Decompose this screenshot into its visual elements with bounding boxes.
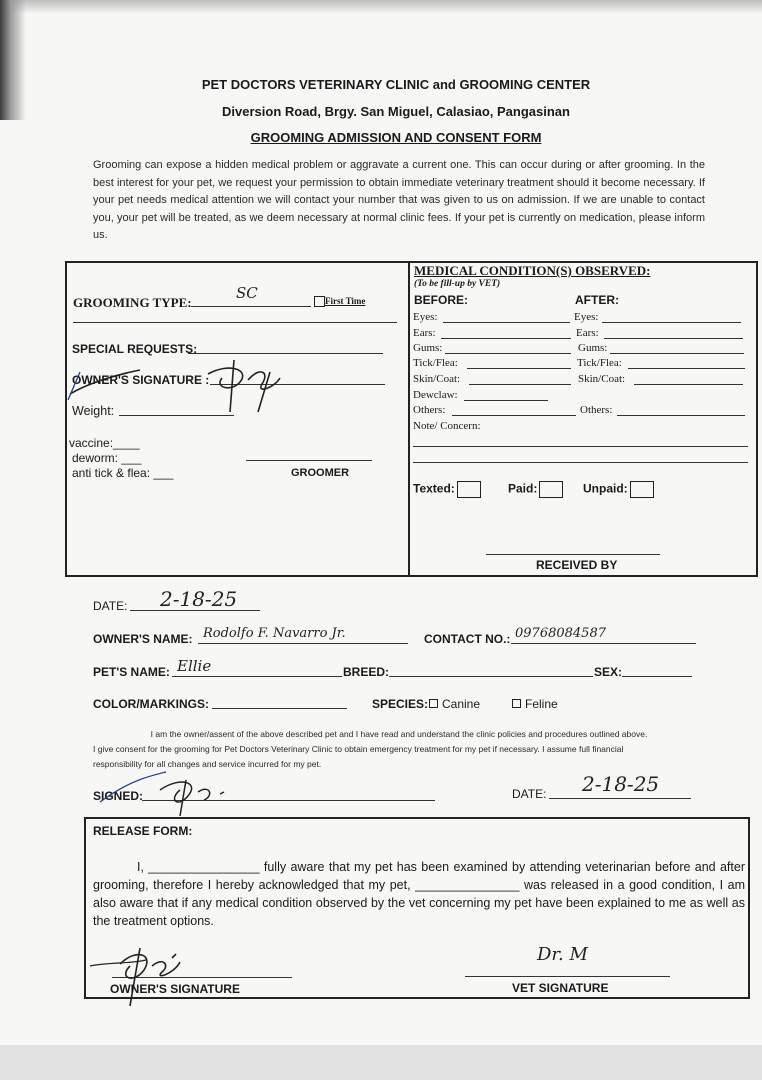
vet-sig-line[interactable] <box>465 976 670 977</box>
contact-value[interactable]: 09768084587 <box>515 626 606 641</box>
owner-name-value[interactable]: Rodolfo F. Navarro Jr. <box>203 626 346 641</box>
form-title: GROOMING ADMISSION AND CONSENT FORM <box>250 130 542 145</box>
pet-name-value[interactable]: Ellie <box>177 657 212 675</box>
before-gums: Gums: <box>413 342 443 354</box>
release-text: I, ________________ fully aware that my pet has been examined by attending veterinarian before and after grooming, therefore I hereby acknowledged that my pet, _______________ was released in a good condition, I am also aware that if any medical condition observed by the vet concerning my pet have been explained to me as well as the treatment options. <box>93 860 745 928</box>
texted-checkbox[interactable] <box>457 481 481 498</box>
after-tickflea-line[interactable] <box>628 368 745 369</box>
special-requests-label: SPECIAL REQUESTS: <box>72 342 198 356</box>
grooming-type-extra-line <box>73 322 397 323</box>
after-tickflea: Tick/Flea: <box>577 357 622 369</box>
release-owner-signature-mark <box>90 940 200 1010</box>
texted-label: Texted: <box>413 481 455 496</box>
scan-bottom-band <box>0 1045 762 1080</box>
grooming-type-line <box>191 306 311 307</box>
scan-shadow-top <box>0 0 762 14</box>
breed-label: BREED: <box>343 665 390 679</box>
note-concern: Note/ Concern: <box>413 420 481 432</box>
owner-name-line[interactable] <box>198 643 408 644</box>
clinic-address: Diversion Road, Brgy. San Miguel, Calasiao, Pangasinan <box>222 104 570 119</box>
consent-date-value[interactable]: 2-18-25 <box>582 772 660 796</box>
contact-line[interactable] <box>511 643 696 644</box>
texted-field[interactable] <box>413 481 481 498</box>
after-eyes: Eyes: <box>574 311 599 323</box>
clinic-name: PET DOCTORS VETERINARY CLINIC and GROOMING CENTER <box>201 77 591 92</box>
feline-checkbox-icon <box>512 699 521 708</box>
weight-label: Weight: <box>72 404 115 418</box>
contact-label: CONTACT NO.: <box>424 632 511 646</box>
unpaid-checkbox[interactable] <box>630 481 654 498</box>
first-time-label: First Time <box>325 296 366 306</box>
vet-signature-value[interactable]: Dr. M <box>537 944 588 965</box>
paid-field[interactable] <box>508 481 563 498</box>
after-label: AFTER: <box>575 293 619 307</box>
before-others: Others: <box>413 404 446 416</box>
consent-date-label: DATE: <box>512 787 547 801</box>
feline-label: Feline <box>525 697 558 711</box>
antitick-label: anti tick & flea: ___ <box>72 466 174 480</box>
vet-sig-label: VET SIGNATURE <box>512 981 609 995</box>
consent-date-line[interactable] <box>549 798 691 799</box>
before-dewclaw-line[interactable] <box>464 400 548 401</box>
weight-line[interactable] <box>119 415 234 416</box>
consent-line-3: responsibility for all changes and service incurred for my pet. <box>93 759 322 769</box>
after-ears-line[interactable] <box>604 338 743 339</box>
unpaid-label: Unpaid: <box>583 481 628 496</box>
consent-line-1: I am the owner/assent of the above described pet and I have read and understand the clinic policies and procedures outlined above. <box>150 729 648 739</box>
note-line-2[interactable] <box>413 462 748 463</box>
after-ears: Ears: <box>576 327 599 339</box>
medical-title: MEDICAL CONDITION(S) OBSERVED: <box>414 263 651 278</box>
before-skincoat: Skin/Coat: <box>413 373 461 385</box>
owner-signature-label: OWNER'S SIGNATURE : <box>72 373 210 387</box>
unpaid-field[interactable] <box>583 481 654 498</box>
signed-label: SIGNED: <box>93 789 144 803</box>
paid-label: Paid: <box>508 481 538 496</box>
before-eyes: Eyes: <box>413 311 438 323</box>
checkbox-icon <box>314 296 325 307</box>
groomer-label: GROOMER <box>291 467 350 479</box>
feline-option[interactable] <box>512 697 558 711</box>
canine-label: Canine <box>442 697 481 711</box>
after-gums-line[interactable] <box>610 353 744 354</box>
owner-signature-mark <box>200 352 300 422</box>
before-tickflea: Tick/Flea: <box>413 357 458 369</box>
consent-signature-mark <box>150 770 240 820</box>
breed-line[interactable] <box>389 676 593 677</box>
date-label: DATE: <box>93 599 128 613</box>
pet-name-label: PET'S NAME: <box>93 665 170 679</box>
after-others: Others: <box>580 404 613 416</box>
pet-name-line[interactable] <box>172 676 342 677</box>
medical-subtitle: (To be fill-up by VET) <box>414 279 501 289</box>
vaccine-label: vaccine:____ <box>69 436 140 450</box>
date-value[interactable]: 2-18-25 <box>160 587 238 611</box>
before-label: BEFORE: <box>414 293 468 307</box>
before-dewclaw: Dewclaw: <box>413 389 458 401</box>
sex-line[interactable] <box>622 676 692 677</box>
consent-line-2: I give consent for the grooming for Pet Doctors Veterinary Clinic to obtain emergency treatment for my pet if necessary. I assume full financial <box>93 744 624 754</box>
release-title: RELEASE FORM: <box>93 824 193 838</box>
before-tickflea-line[interactable] <box>467 368 571 369</box>
canine-checkbox-icon <box>429 699 438 708</box>
color-line[interactable] <box>212 708 347 709</box>
paid-checkbox[interactable] <box>539 481 563 498</box>
before-ears: Ears: <box>413 327 436 339</box>
after-others-line[interactable] <box>617 415 745 416</box>
canine-option[interactable] <box>429 697 480 711</box>
after-eyes-line[interactable] <box>602 322 741 323</box>
before-skincoat-line[interactable] <box>469 384 571 385</box>
first-time-checkbox[interactable] <box>314 296 365 307</box>
after-gums: Gums: <box>578 342 608 354</box>
received-by-label: RECEIVED BY <box>536 558 618 572</box>
after-skincoat-line[interactable] <box>634 384 743 385</box>
note-line-1[interactable] <box>413 446 748 447</box>
before-ears-line[interactable] <box>441 338 571 339</box>
before-eyes-line[interactable] <box>443 322 570 323</box>
release-owner-sig-label: OWNER'S SIGNATURE <box>110 982 240 996</box>
scan-shadow-left <box>0 0 26 120</box>
owner-name-label: OWNER'S NAME: <box>93 632 193 646</box>
received-by-line[interactable] <box>486 554 660 555</box>
deworm-label: deworm: ___ <box>72 451 142 465</box>
sex-label: SEX: <box>594 665 623 679</box>
after-skincoat: Skin/Coat: <box>578 373 626 385</box>
grooming-type-value[interactable]: SC <box>236 284 258 302</box>
intro-paragraph: Grooming can expose a hidden medical problem or aggravate a current one. This can occur during or after grooming. In the best interest for your pet, we request your permission to obtain immediate veterinary treatment should it become necessary. If your pet needs medical attention we will contact your number that was given to us on admission. If we are unable to contact you, your pet will be treated, as we deem necessary at normal clinic fees. If your pet is currently on medication, please inform us. <box>93 159 705 241</box>
before-gums-line[interactable] <box>445 353 571 354</box>
species-label: SPECIES: <box>372 697 429 711</box>
before-others-line[interactable] <box>452 415 576 416</box>
grooming-type-label: GROOMING TYPE: <box>73 295 192 310</box>
color-label: COLOR/MARKINGS: <box>93 697 209 711</box>
groomer-line[interactable] <box>246 460 372 461</box>
box-divider <box>408 261 410 575</box>
